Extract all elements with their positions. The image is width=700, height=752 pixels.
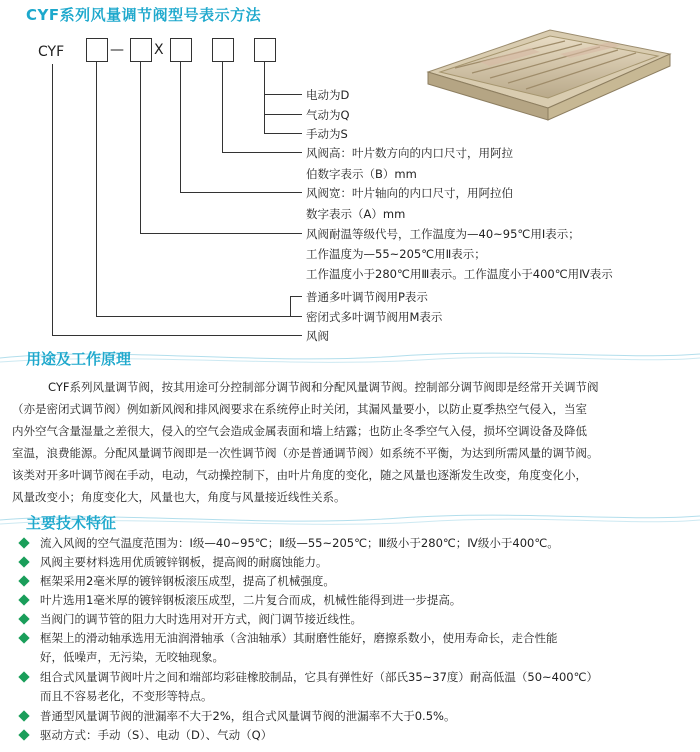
bullet-diamond-icon — [18, 613, 29, 624]
temp-leader — [140, 62, 141, 234]
width-label-1: 风阀宽：叶片轴向的内口尺寸，用阿拉伯 — [306, 186, 513, 200]
type-code-box — [86, 38, 108, 62]
bullet-diamond-icon — [18, 537, 29, 548]
bullet-diamond-icon — [18, 575, 29, 586]
height-box — [212, 38, 234, 62]
drive-leader — [264, 62, 265, 134]
drive-s-label: 手动为S — [306, 127, 348, 141]
model-times: X — [154, 42, 164, 58]
bullet-diamond-icon — [18, 556, 29, 567]
usage-line: CYF系列风量调节阀，按其用途可分控制部分调节阀和分配风量调节阀。控制部分调节阀即是经常开关调节阀 — [48, 380, 599, 394]
type-p-label: 普通多叶调节阀用P表示 — [306, 290, 428, 304]
type-leader — [96, 62, 97, 316]
bullet-diamond-icon — [18, 594, 29, 605]
bullet-diamond-icon — [18, 710, 29, 721]
valve-label: 风阀 — [306, 329, 329, 343]
height-leader — [222, 62, 223, 153]
usage-paragraph — [12, 376, 692, 508]
model-prefix: CYF — [38, 44, 65, 60]
temp-label-3: 工作温度小于280℃用Ⅲ表示。工作温度小于400℃用Ⅳ表示 — [306, 267, 613, 281]
width-box — [170, 38, 192, 62]
bullet-diamond-icon — [18, 729, 29, 740]
bullet-diamond-icon — [18, 632, 29, 643]
width-label-2: 数字表示（A）mm — [306, 207, 406, 221]
usage-line: 该类对开多叶调节阀在手动，电动，气动操控制下，由叶片角度的变化，随之风量也逐渐发生改变，角度变化小， — [12, 468, 587, 482]
drive-box — [254, 38, 276, 62]
type-m-label: 密闭式多叶调节阀用M表示 — [306, 310, 443, 324]
drive-d-label: 电动为D — [306, 88, 350, 102]
bullet-diamond-icon — [18, 671, 29, 682]
usage-line: （亦是密闭式调节阀）例如新风阀和排风阀要求在系统停止时关闭，其漏风量要小，以防止夏季热空气侵入，当室 — [12, 402, 587, 416]
height-label-1: 风阀高：叶片数方向的内口尺寸，用阿拉 — [306, 146, 513, 160]
width-leader — [180, 62, 181, 193]
usage-line: 风量改变小；角度变化大，风量也大，角度与风量接近线性关系。 — [12, 490, 346, 504]
model-dash: — — [110, 42, 124, 58]
height-label-2: 伯数字表示（B）mm — [306, 167, 417, 181]
page-title: CYF系列风量调节阀型号表示方法 — [26, 6, 262, 24]
section-features-heading: 主要技术特征 — [26, 514, 117, 532]
damper-product-photo — [420, 12, 675, 130]
temp-label-1: 风阀耐温等级代号，工作温度为—40~95℃用Ⅰ表示； — [306, 227, 580, 241]
prefix-leader — [52, 64, 53, 336]
usage-line: 内外空气含量湿量之差很大，侵入的空气会造成金属表面和墙上结露；也防止冬季空气入侵，损坏空调设备及降低 — [12, 424, 587, 438]
usage-line: 室温，浪费能源。分配风量调节阀即是一次性调节阀（亦是普通调节阀）如系统不平衡，为达到所需风量的调节阀。 — [12, 446, 599, 460]
drive-q-label: 气动为Q — [306, 108, 350, 122]
section-usage-heading: 用途及工作原理 — [26, 350, 132, 368]
temp-grade-box — [130, 38, 152, 62]
temp-label-2: 工作温度为—55~205℃用Ⅱ表示； — [306, 247, 486, 261]
